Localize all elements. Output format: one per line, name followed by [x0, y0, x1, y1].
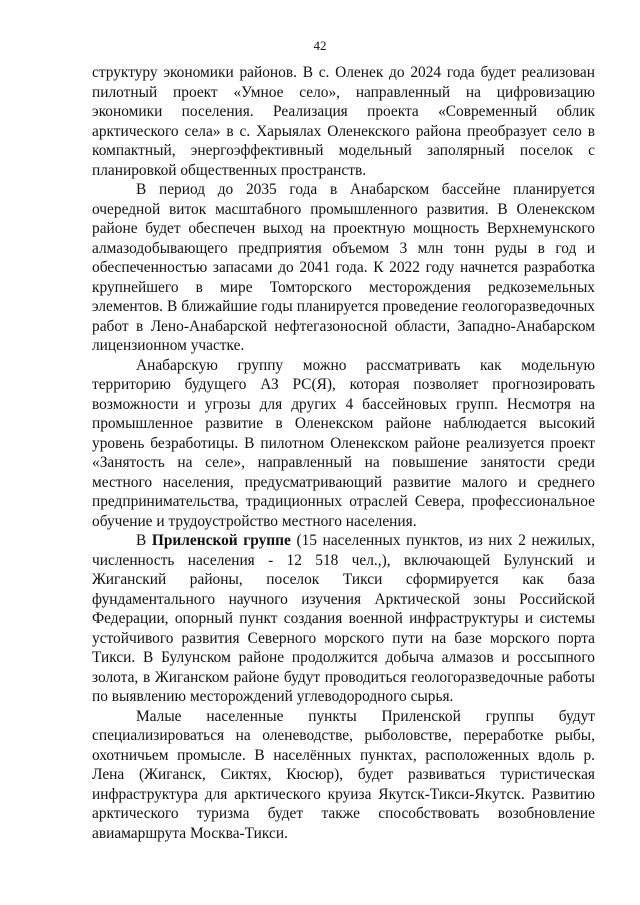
paragraph-lead: В: [136, 532, 152, 549]
paragraph-rest: (15 населенных пунктов, из них 2 нежилых, численность населения - 12 518 чел.,), включающей Булунский и Жиганский районы, поселок Тикси сформируется как база фундаментального научного изучения Арктической зоны Российской Федерации, опорный пункт создания военной инфраструктуры и системы устойчивого развития Северного морского пути на базе морского порта Тикси. В Булунском районе продолжится добыча алмазов и россыпного золота, в Жиганском районе будут проводиться геологоразведочные работы по выявлению месторождений углеводородного сырья.: [92, 532, 595, 705]
document-body: [92, 63, 595, 843]
paragraph-small-settlements: Малые населенные пункты Приленской группы будут специализироваться на оленеводстве, рыболовстве, переработке рыбы, охотничьем промысле. В населённых пунктах, расположенных вдоль р. Лена (Жиганск, Сиктях, Кюсюр), будет развиваться туристическая инфраструктура для арктического круиза Якутск-Тикси-Якутск. Развитию арктического туризма будет также способствовать возобновление авиамаршрута Москва-Тикси.: [92, 707, 595, 842]
paragraph-anabar-industry: В период до 2035 года в Анабарском бассейне планируется очередной виток масштабного промышленного развития. В Оленекском районе будет обеспечен выход на проектную мощность Верхнемунского алмазодобывающего предприятия объемом 3 млн тонн руды в год и обеспеченностью запасами до 2041 года. К 2022 году начнется разработка крупнейшего в мире Томторского месторождения редкоземельных элементов. В ближайшие годы планируется проведение геологоразведочных работ в Лено-Анабарской нефтегазоносной области, Западно-Анабарском лицензионном участке.: [92, 181, 595, 354]
paragraph-smart-village: структуру экономики районов. В с. Оленек до 2024 года будет реализован пилотный проект «Умное село», направленный на цифровизацию экономики поселения. Реализация проекта «Современный облик арктического села» в с. Харыялах Оленекского района преобразует село в компактный, энергоэффективный модельный заполярный поселок с планировкой общественных пространств.: [92, 64, 595, 179]
paragraph-prilenskaya-group: [92, 531, 595, 707]
paragraph-anabar-model-territory: Анабарскую группу можно рассматривать как модельную территорию будущего АЗ РС(Я), которая позволяет прогнозировать возможности и угрозы для других 4 бассейновых групп. Несмотря на промышленное развитие в Оленекском районе наблюдается высокий уровень безработицы. В пилотном Оленекском районе реализуется проект «Занятость на селе», направленный на повышение занятости среди местного населения, предусматривающий развитие малого и среднего предпринимательства, традиционных отраслей Севера, профессиональное обучение и трудоустройство местного населения.: [92, 356, 595, 530]
page-number: 42: [313, 38, 327, 53]
group-name-bold: Приленской группе: [151, 532, 291, 549]
